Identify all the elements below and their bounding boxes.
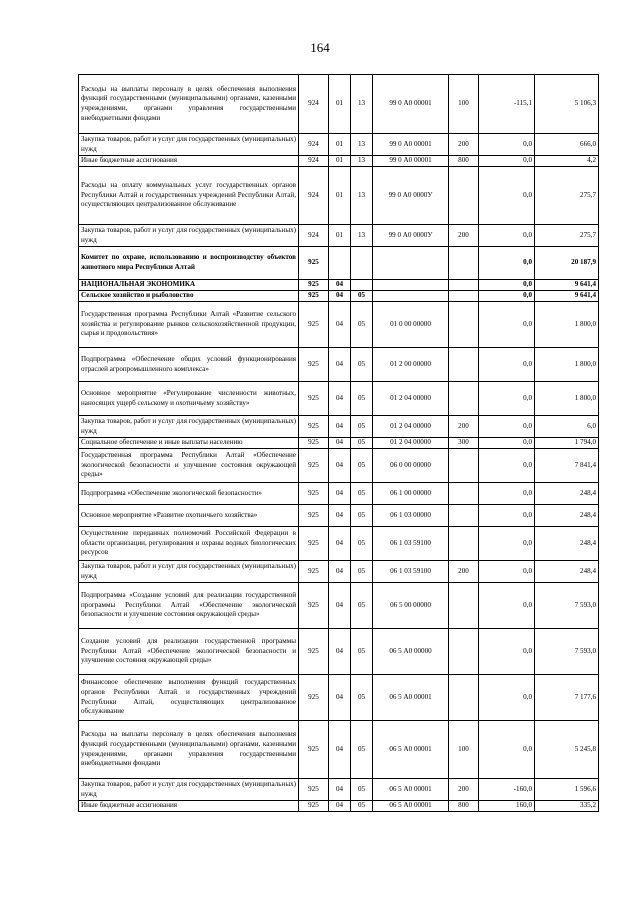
target-article-code: 99 0 А0 0000У (373, 225, 449, 247)
subsection-code: 05 (351, 629, 373, 675)
section-code: 04 (329, 629, 351, 675)
total-amount: 7 593,0 (535, 629, 599, 675)
total-amount: 6,0 (535, 416, 599, 438)
subsection-code: 05 (351, 483, 373, 505)
table-row (79, 382, 599, 416)
ved-code: 925 (299, 505, 329, 527)
change-amount: 0,0 (479, 505, 535, 527)
expense-type-code (449, 382, 479, 416)
subsection-code: 05 (351, 527, 373, 561)
ved-code: 925 (299, 438, 329, 449)
target-article-code: 06 1 03 59100 (373, 527, 449, 561)
row-name: Сельское хозяйство и рыболовство (79, 291, 299, 302)
table-row (79, 134, 599, 156)
target-article-code (373, 247, 449, 280)
ved-code: 925 (299, 382, 329, 416)
target-article-code: 99 0 А0 00001 (373, 134, 449, 156)
table-row (79, 483, 599, 505)
expense-type-code (449, 629, 479, 675)
target-article-code (373, 280, 449, 291)
subsection-code: 05 (351, 449, 373, 483)
ved-code: 924 (299, 156, 329, 167)
section-code: 01 (329, 134, 351, 156)
table-row (79, 302, 599, 348)
ved-code: 925 (299, 348, 329, 382)
target-article-code: 99 0 А0 0000У (373, 167, 449, 225)
row-name: Основное мероприятие «Регулирование численности животных, наносящих ущерб сельскому и охотничьему хозяйству» (79, 382, 299, 416)
subsection-code (351, 280, 373, 291)
table-row (79, 801, 599, 812)
table-row (79, 561, 599, 583)
row-name: Подпрограмма «Обеспечение общих условий функционирования отраслей агропромышленного комплекса» (79, 348, 299, 382)
row-name: Расходы на выплаты персоналу в целях обеспечения выполнения функций государственными (муниципальными) органами, казенными учреждениями, органами управления государственными внебюджетными фондами (79, 75, 299, 134)
expense-type-code: 100 (449, 721, 479, 779)
total-amount: 4,2 (535, 156, 599, 167)
expense-type-code (449, 505, 479, 527)
change-amount: 0,0 (479, 629, 535, 675)
row-name: Основное мероприятие «Развитие охотничьего хозяйства» (79, 505, 299, 527)
change-amount: 0,0 (479, 416, 535, 438)
change-amount: 0,0 (479, 382, 535, 416)
table-row (79, 779, 599, 801)
subsection-code: 05 (351, 721, 373, 779)
change-amount: 0,0 (479, 583, 535, 629)
ved-code: 924 (299, 225, 329, 247)
expense-type-code: 800 (449, 156, 479, 167)
ved-code: 924 (299, 167, 329, 225)
total-amount: 7 593,0 (535, 583, 599, 629)
expense-type-code: 800 (449, 801, 479, 812)
change-amount: 0,0 (479, 675, 535, 721)
ved-code: 925 (299, 779, 329, 801)
ved-code: 925 (299, 629, 329, 675)
total-amount: 5 245,8 (535, 721, 599, 779)
subsection-code (351, 247, 373, 280)
target-article-code: 06 5 А0 00001 (373, 779, 449, 801)
subsection-code: 05 (351, 561, 373, 583)
page-number: 164 (310, 40, 330, 55)
row-name: Расходы на выплаты персоналу в целях обеспечения выполнения функций государственными (муниципальными) органами, казенными учреждениями, органами управления государственными внебюджетными фондами (79, 721, 299, 779)
change-amount: 0,0 (479, 247, 535, 280)
subsection-code: 05 (351, 675, 373, 721)
ved-code: 925 (299, 561, 329, 583)
section-code: 04 (329, 801, 351, 812)
ved-code: 925 (299, 583, 329, 629)
expense-type-code: 200 (449, 416, 479, 438)
expense-type-code (449, 291, 479, 302)
subsection-code: 05 (351, 438, 373, 449)
expense-type-code (449, 449, 479, 483)
total-amount: 666,0 (535, 134, 599, 156)
table-row (79, 348, 599, 382)
row-name: Подпрограмма «Создание условий для реализации государственной программы Республики Алтай «Обеспечение экологической безопасности и улучшение состояния окружающей среды» (79, 583, 299, 629)
section-code: 04 (329, 483, 351, 505)
change-amount: 0,0 (479, 721, 535, 779)
section-code: 01 (329, 75, 351, 134)
table-row (79, 721, 599, 779)
expense-type-code (449, 675, 479, 721)
row-name: Расходы на оплату коммунальных услуг государственных органов Республики Алтай и государственных учреждений Республики Алтай, осуществляющих централизованное обслуживание (79, 167, 299, 225)
change-amount: 0,0 (479, 483, 535, 505)
subsection-code: 05 (351, 779, 373, 801)
table-row (79, 75, 599, 134)
row-name: Подпрограмма «Обеспечение экологической безопасности» (79, 483, 299, 505)
table-row (79, 675, 599, 721)
row-name: НАЦИОНАЛЬНАЯ ЭКОНОМИКА (79, 280, 299, 291)
subsection-code: 05 (351, 302, 373, 348)
table-row (79, 247, 599, 280)
total-amount: 7 177,6 (535, 675, 599, 721)
row-name: Закупка товаров, работ и услуг для государственных (муниципальных) нужд (79, 225, 299, 247)
total-amount: 1 596,6 (535, 779, 599, 801)
table-row (79, 291, 599, 302)
subsection-code: 13 (351, 225, 373, 247)
subsection-code: 05 (351, 505, 373, 527)
change-amount: 0,0 (479, 156, 535, 167)
row-name: Государственная программа Республики Алтай «Обеспечение экологической безопасности и улучшение состояния окружающей среды» (79, 449, 299, 483)
section-code: 04 (329, 416, 351, 438)
total-amount: 248,4 (535, 505, 599, 527)
section-code: 04 (329, 438, 351, 449)
ved-code: 925 (299, 801, 329, 812)
change-amount: 0,0 (479, 561, 535, 583)
total-amount: 275,7 (535, 167, 599, 225)
table-row (79, 629, 599, 675)
table-row (79, 583, 599, 629)
section-code: 04 (329, 348, 351, 382)
row-name: Закупка товаров, работ и услуг для государственных (муниципальных) нужд (79, 779, 299, 801)
target-article-code: 06 0 00 00000 (373, 449, 449, 483)
section-code: 04 (329, 561, 351, 583)
expense-type-code (449, 247, 479, 280)
total-amount: 335,2 (535, 801, 599, 812)
ved-code: 924 (299, 134, 329, 156)
target-article-code: 06 1 00 00000 (373, 483, 449, 505)
target-article-code: 99 0 А0 00001 (373, 156, 449, 167)
table-row (79, 416, 599, 438)
expense-type-code: 100 (449, 75, 479, 134)
section-code: 04 (329, 505, 351, 527)
change-amount: 0,0 (479, 527, 535, 561)
section-code: 04 (329, 302, 351, 348)
change-amount: 160,0 (479, 801, 535, 812)
change-amount: 0,0 (479, 167, 535, 225)
change-amount: 0,0 (479, 449, 535, 483)
ved-code: 925 (299, 247, 329, 280)
row-name: Осуществление переданных полномочий Российской Федерации в области организации, регулирования и охраны водных биологических ресурсов (79, 527, 299, 561)
row-name: Закупка товаров, работ и услуг для государственных (муниципальных) нужд (79, 134, 299, 156)
section-code (329, 247, 351, 280)
ved-code: 925 (299, 449, 329, 483)
subsection-code: 13 (351, 156, 373, 167)
target-article-code: 06 1 03 00000 (373, 505, 449, 527)
expense-type-code: 300 (449, 438, 479, 449)
subsection-code: 13 (351, 167, 373, 225)
target-article-code: 06 5 А0 00001 (373, 801, 449, 812)
section-code: 04 (329, 779, 351, 801)
change-amount: 0,0 (479, 302, 535, 348)
table-row (79, 225, 599, 247)
subsection-code: 05 (351, 382, 373, 416)
ved-code: 925 (299, 483, 329, 505)
total-amount: 9 641,4 (535, 280, 599, 291)
expense-type-code: 200 (449, 225, 479, 247)
row-name: Закупка товаров, работ и услуг для государственных (муниципальных) нужд (79, 561, 299, 583)
change-amount: 0,0 (479, 348, 535, 382)
table-body (79, 75, 599, 812)
total-amount: 20 187,9 (535, 247, 599, 280)
subsection-code: 05 (351, 291, 373, 302)
ved-code: 924 (299, 75, 329, 134)
change-amount: 0,0 (479, 438, 535, 449)
expense-type-code: 200 (449, 561, 479, 583)
row-name: Создание условий для реализации государственной программы Республики Алтай «Обеспечение экологической безопасности и улучшение состояния окружающей среды» (79, 629, 299, 675)
row-name: Финансовое обеспечение выполнения функций государственных органов Республики Алтай и государственных учреждений Республики Алтай, осуществляющих централизованное обслуживание (79, 675, 299, 721)
target-article-code: 06 5 А0 00001 (373, 721, 449, 779)
table-row (79, 280, 599, 291)
total-amount: 1 794,0 (535, 438, 599, 449)
ved-code: 925 (299, 291, 329, 302)
section-code: 04 (329, 721, 351, 779)
expense-type-code (449, 583, 479, 629)
total-amount: 248,4 (535, 483, 599, 505)
section-code: 04 (329, 583, 351, 629)
expense-type-code (449, 167, 479, 225)
total-amount: 1 800,0 (535, 382, 599, 416)
ved-code: 925 (299, 280, 329, 291)
target-article-code: 01 2 04 00000 (373, 382, 449, 416)
total-amount: 248,4 (535, 561, 599, 583)
section-code: 01 (329, 167, 351, 225)
total-amount: 1 800,0 (535, 302, 599, 348)
target-article-code: 06 5 А0 00000 (373, 629, 449, 675)
total-amount: 1 800,0 (535, 348, 599, 382)
subsection-code: 05 (351, 583, 373, 629)
target-article-code: 01 0 00 00000 (373, 302, 449, 348)
expense-type-code (449, 527, 479, 561)
table-row (79, 505, 599, 527)
target-article-code: 01 2 04 00000 (373, 438, 449, 449)
expense-type-code: 200 (449, 134, 479, 156)
section-code: 04 (329, 675, 351, 721)
ved-code: 925 (299, 675, 329, 721)
subsection-code: 05 (351, 416, 373, 438)
subsection-code: 05 (351, 348, 373, 382)
change-amount: -160,0 (479, 779, 535, 801)
expense-type-code (449, 483, 479, 505)
section-code: 04 (329, 280, 351, 291)
total-amount: 248,4 (535, 527, 599, 561)
change-amount: -115,1 (479, 75, 535, 134)
total-amount: 7 841,4 (535, 449, 599, 483)
section-code: 04 (329, 291, 351, 302)
row-name: Иные бюджетные ассигнования (79, 801, 299, 812)
section-code: 04 (329, 449, 351, 483)
row-name: Государственная программа Республики Алтай «Развитие сельского хозяйства и регулирование рынков сельскохозяйственной продукции, сырья и продовольствия» (79, 302, 299, 348)
target-article-code: 06 5 А0 00001 (373, 675, 449, 721)
row-name: Иные бюджетные ассигнования (79, 156, 299, 167)
target-article-code: 01 2 00 00000 (373, 348, 449, 382)
expense-type-code: 200 (449, 779, 479, 801)
target-article-code: 06 5 00 00000 (373, 583, 449, 629)
table-row (79, 527, 599, 561)
target-article-code: 06 1 03 59100 (373, 561, 449, 583)
table-row (79, 438, 599, 449)
row-name: Комитет по охране, использованию и воспроизводству объектов животного мира Республики Алтай (79, 247, 299, 280)
table-row (79, 449, 599, 483)
subsection-code: 13 (351, 75, 373, 134)
ved-code: 925 (299, 302, 329, 348)
row-name: Закупка товаров, работ и услуг для государственных (муниципальных) нужд (79, 416, 299, 438)
table-row (79, 156, 599, 167)
expense-type-code (449, 348, 479, 382)
ved-code: 925 (299, 416, 329, 438)
expense-type-code (449, 280, 479, 291)
ved-code: 925 (299, 527, 329, 561)
total-amount: 275,7 (535, 225, 599, 247)
section-code: 04 (329, 382, 351, 416)
table-row (79, 167, 599, 225)
budget-table (78, 74, 599, 812)
subsection-code: 13 (351, 134, 373, 156)
section-code: 04 (329, 527, 351, 561)
total-amount: 9 641,4 (535, 291, 599, 302)
ved-code: 925 (299, 721, 329, 779)
section-code: 01 (329, 225, 351, 247)
expense-type-code (449, 302, 479, 348)
target-article-code (373, 291, 449, 302)
row-name: Социальное обеспечение и иные выплаты населению (79, 438, 299, 449)
target-article-code: 01 2 04 00000 (373, 416, 449, 438)
subsection-code: 05 (351, 801, 373, 812)
target-article-code: 99 0 А0 00001 (373, 75, 449, 134)
change-amount: 0,0 (479, 291, 535, 302)
change-amount: 0,0 (479, 134, 535, 156)
total-amount: 5 106,3 (535, 75, 599, 134)
section-code: 01 (329, 156, 351, 167)
change-amount: 0,0 (479, 225, 535, 247)
change-amount: 0,0 (479, 280, 535, 291)
